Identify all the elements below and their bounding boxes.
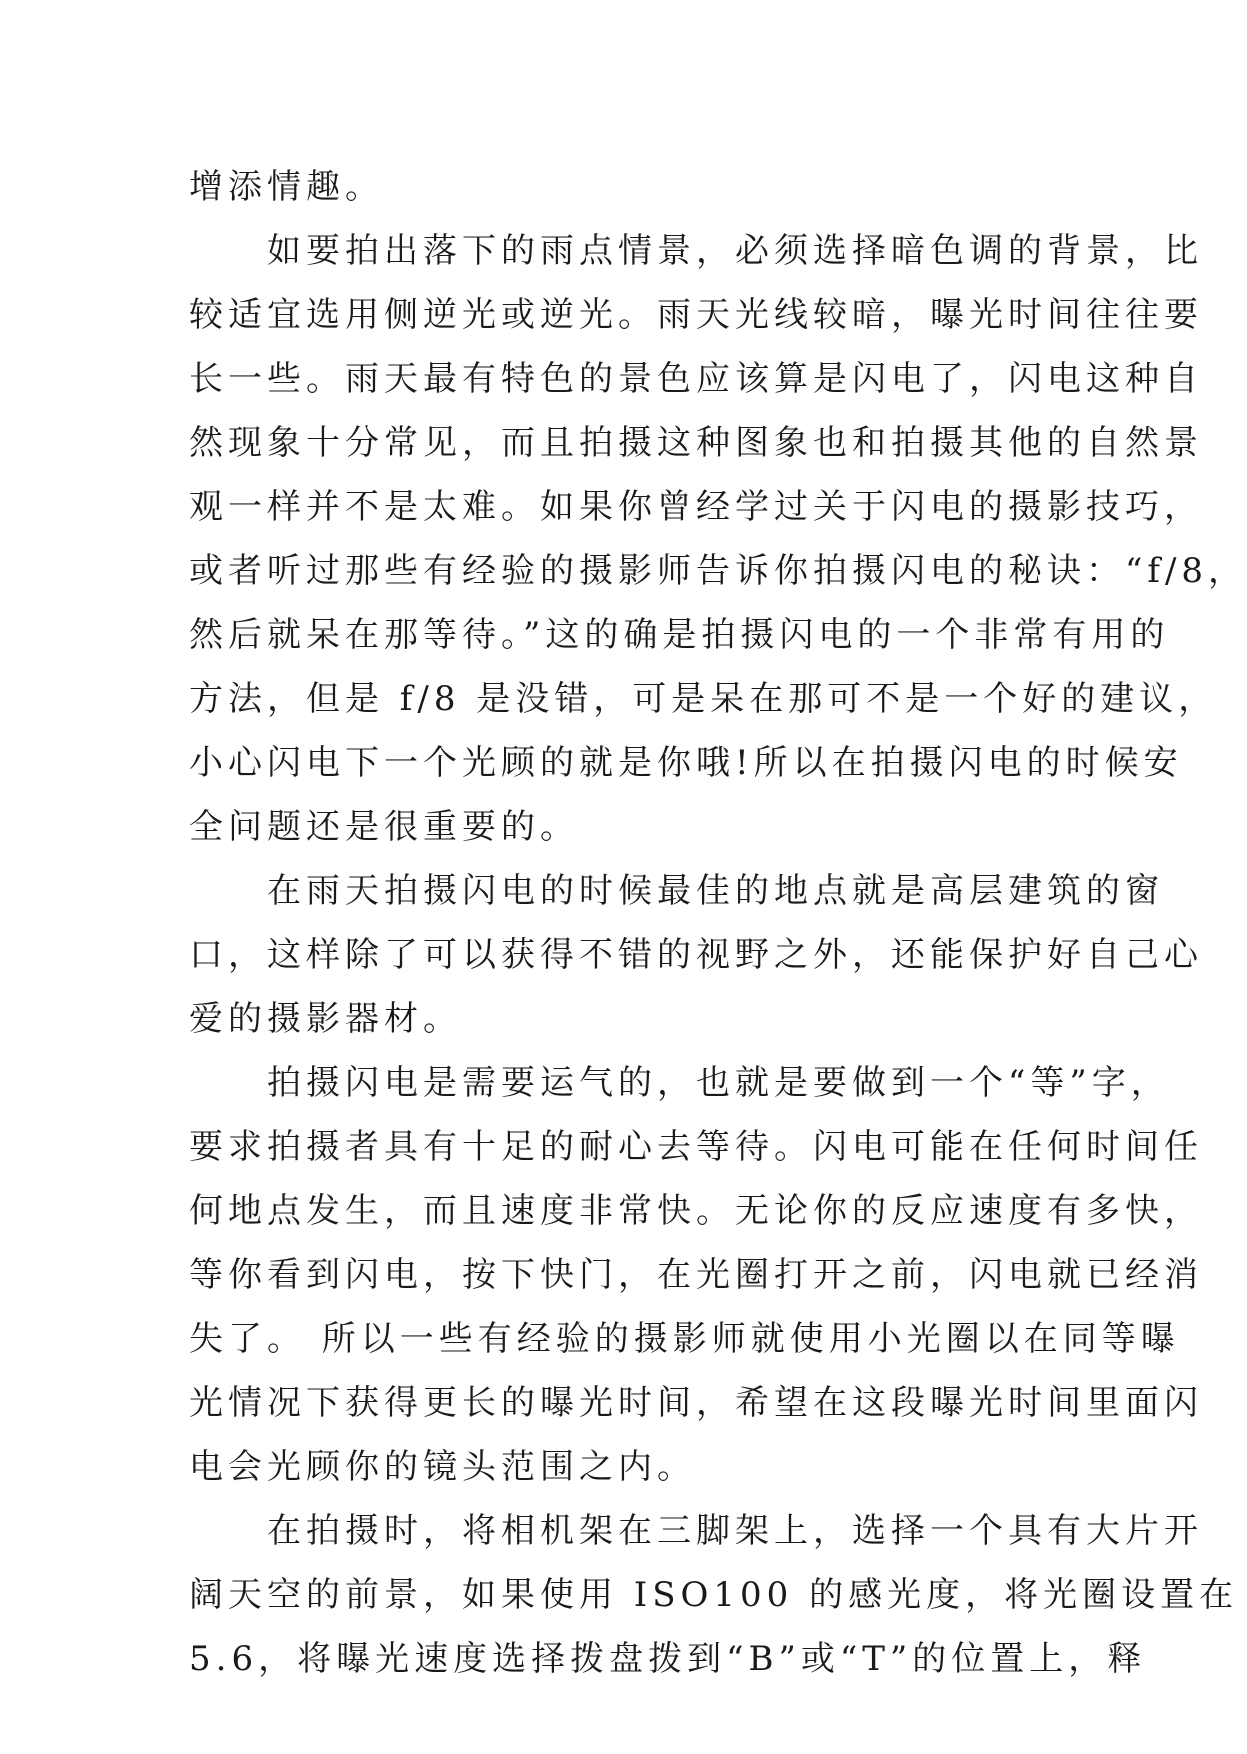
text-line: 在雨天拍摄闪电的时候最佳的地点就是高层建筑的窗: [189, 871, 1164, 911]
text-line: 失了。 所以一些有经验的摄影师就使用小光圈以在同等曝: [189, 1319, 1180, 1359]
text-line: 何地点发生，而且速度非常快。无论你的反应速度有多快，: [189, 1191, 1203, 1231]
text-line: 口，这样除了可以获得不错的视野之外，还能保护好自己心: [189, 935, 1203, 975]
text-line: 方法，但是 f/8 是没错，可是呆在那可不是一个好的建议，: [189, 679, 1218, 719]
text-line: 要求拍摄者具有十足的耐心去等待。闪电可能在任何时间任: [189, 1127, 1203, 1167]
text-line: 较适宜选用侧逆光或逆光。雨天光线较暗，曝光时间往往要: [189, 295, 1203, 335]
body-text: [189, 155, 1247, 1691]
text-line: 电会光顾你的镜头范围之内。: [189, 1447, 696, 1487]
text-line: 阔天空的前景，如果使用 ISO100 的感光度，将光圈设置在: [189, 1575, 1239, 1615]
text-line: 长一些。雨天最有特色的景色应该算是闪电了，闪电这种自: [189, 359, 1203, 399]
text-line: 全问题还是很重要的。: [189, 807, 579, 847]
text-line: 拍摄闪电是需要运气的，也就是要做到一个“等”字，: [189, 1063, 1170, 1103]
text-line: 然后就呆在那等待。”这的确是拍摄闪电的一个非常有用的: [189, 615, 1170, 655]
text-line: 小心闪电下一个光顾的就是你哦!所以在拍摄闪电的时候安: [189, 743, 1183, 783]
text-line: 如要拍出落下的雨点情景，必须选择暗色调的背景，比: [189, 231, 1203, 271]
text-line: 然现象十分常见，而且拍摄这种图象也和拍摄其他的自然景: [189, 423, 1203, 463]
text-line: 等你看到闪电，按下快门，在光圈打开之前，闪电就已经消: [189, 1255, 1203, 1295]
text-line: 或者听过那些有经验的摄影师告诉你拍摄闪电的秘诀：“f/8，: [189, 551, 1247, 591]
text-line: 爱的摄影器材。: [189, 999, 462, 1039]
text-line: 观一样并不是太难。如果你曾经学过关于闪电的摄影技巧，: [189, 487, 1203, 527]
text-line: 5.6，将曝光速度选择拨盘拨到“B”或“T”的位置上，释: [189, 1639, 1147, 1679]
text-line: 增添情趣。: [189, 167, 384, 207]
text-line: 光情况下获得更长的曝光时间，希望在这段曝光时间里面闪: [189, 1383, 1203, 1423]
text-line: 在拍摄时，将相机架在三脚架上，选择一个具有大片开: [189, 1511, 1203, 1551]
